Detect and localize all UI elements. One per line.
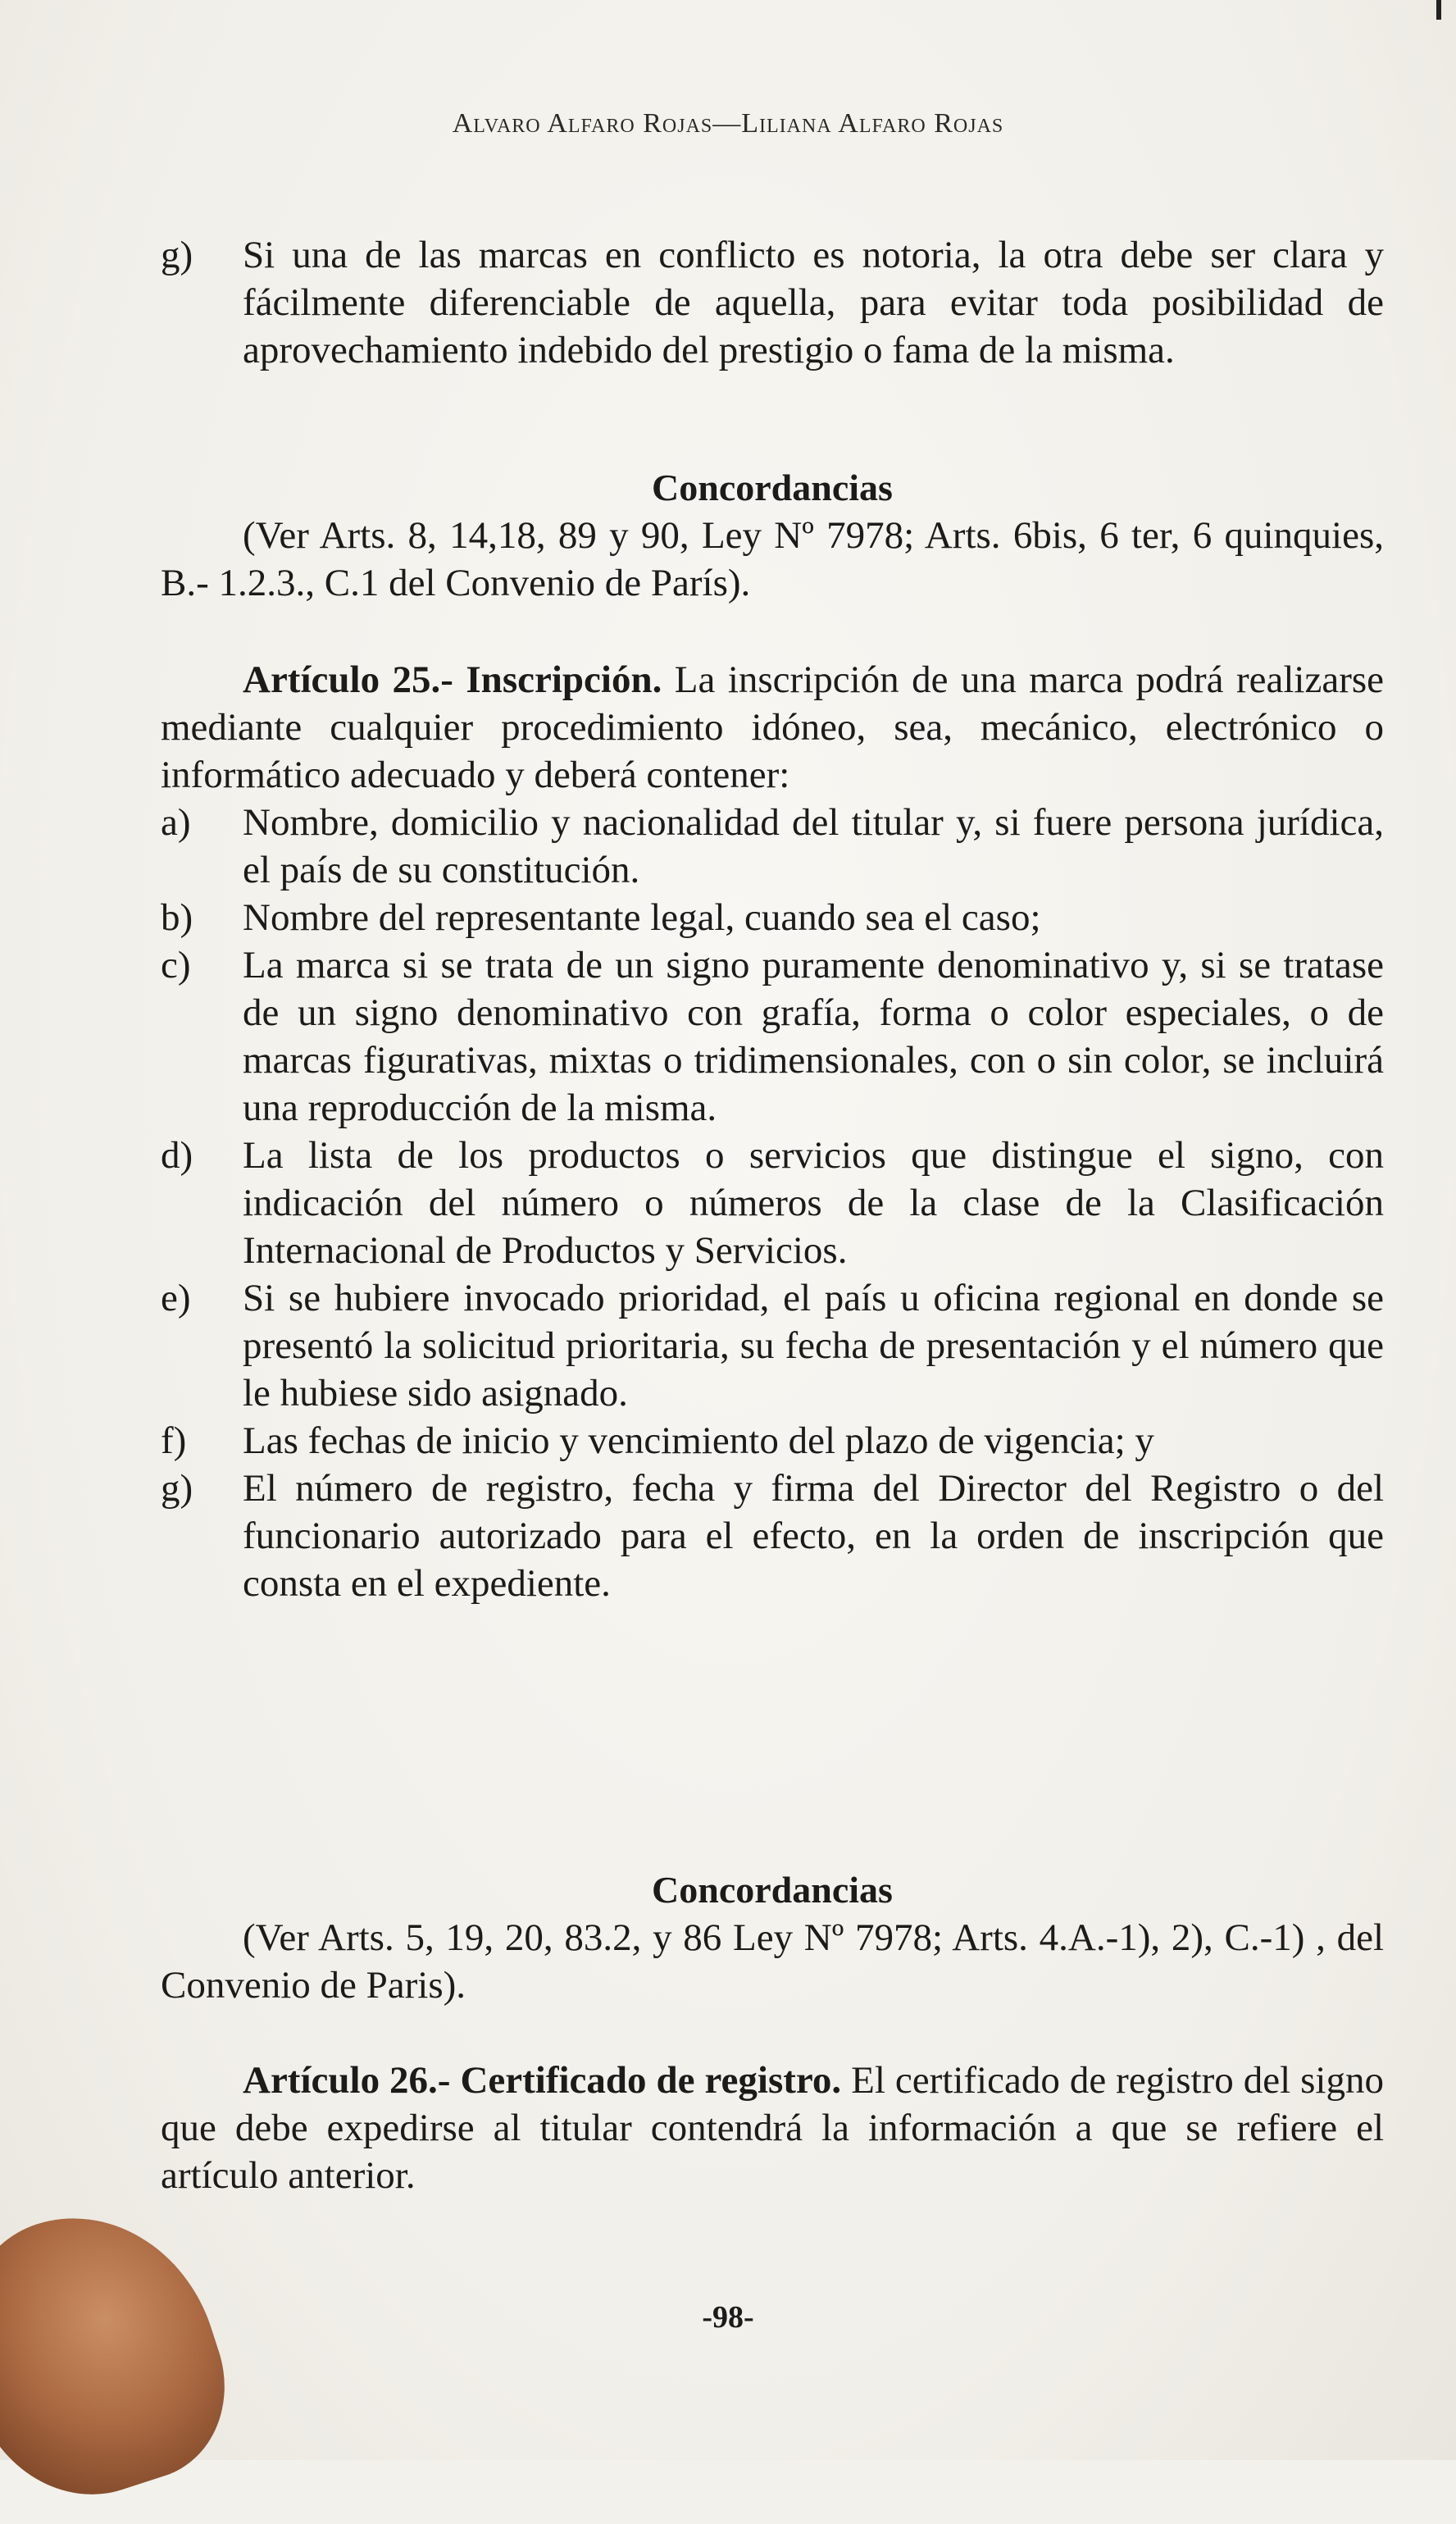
item-text: Nombre del representante legal, cuando sea el caso; (243, 896, 1041, 939)
article-26 (161, 2057, 1384, 2199)
item-text: Si se hubiere invocado prioridad, el país u oficina regional en donde se presentó la solicitud prioritaria, su fecha de presentación y el número que le hubiese sido asignado. (243, 1277, 1384, 1415)
item-marker: c) (161, 944, 191, 986)
page-edge-mark (1436, 0, 1441, 20)
item-marker: b) (161, 896, 193, 939)
item-text: Si una de las marcas en conflicto es notoria, la otra debe ser clara y fácilmente diferenciable de aquella, para evitar toda posibilidad de aprovechamiento indebido del prestigio o fama de la misma. (243, 234, 1384, 371)
list-item (161, 894, 1384, 941)
item-text: Las fechas de inicio y vencimiento del plazo de vigencia; y (243, 1419, 1154, 1462)
list-item (161, 1417, 1384, 1465)
item-marker: d) (161, 1134, 193, 1177)
item-text: La marca si se trata de un signo puramente denominativo y, si se tratase de un signo denominativo con grafía, forma o color especiales, o de marcas figurativas, mixtas o tridimensionales, con o sin color, se incluirá una reproducción de la misma. (243, 944, 1384, 1129)
list-item (161, 1132, 1384, 1274)
article-25-intro (161, 656, 1384, 799)
item-text: Nombre, domicilio y nacionalidad del titular y, si fuere persona jurídica, el país de su constitución. (243, 801, 1384, 891)
article-26-title: Artículo 26.- Certificado de registro. (243, 2059, 842, 2102)
list-item (161, 941, 1384, 1132)
article-26-body (161, 2057, 1384, 2199)
article-25 (161, 656, 1384, 1607)
item-text: El número de registro, fecha y firma del Director del Registro o del funcionario autorizado para el efecto, en la orden de inscripción que consta en el expediente. (243, 1467, 1384, 1605)
item-marker: a) (161, 801, 191, 844)
list-item (161, 231, 1384, 374)
item-text: La lista de los productos o servicios que distingue el signo, con indicación del número o números de la clase de la Clasificación Internacional de Productos y Servicios. (243, 1134, 1384, 1272)
list-item (161, 799, 1384, 894)
running-head: Alvaro Alfaro Rojas—Liliana Alfaro Rojas (452, 108, 1004, 139)
concordancias-heading: Concordancias (652, 467, 893, 508)
list-item-g-top (161, 231, 1384, 374)
concordancias-section-2 (161, 1866, 1384, 2009)
concordancias-section-1 (161, 464, 1384, 607)
concordancias-heading: Concordancias (652, 1869, 893, 1911)
page-number: -98- (702, 2300, 754, 2335)
item-marker: g) (161, 1467, 193, 1510)
thumb-photo-artifact (0, 2183, 250, 2524)
article-26-text: El certificado de registro del signo que debe expedirse al titular contendrá la información a que se refiere el artículo anterior. (161, 2059, 1384, 2197)
concordancias-text: (Ver Arts. 5, 19, 20, 83.2, y 86 Ley Nº 7978; Arts. 4.A.-1), 2), C.-1) , del Convenio de Paris). (161, 1916, 1384, 2007)
item-marker: g) (161, 234, 193, 276)
article-25-intro-text: La inscripción de una marca podrá realizarse mediante cualquier procedimiento idóneo, sea, mecánico, electrónico o informático adecuado y deberá contener: (161, 658, 1384, 796)
list-item (161, 1465, 1384, 1607)
article-25-title: Artículo 25.- Inscripción. (243, 658, 662, 701)
item-marker: f) (161, 1419, 187, 1462)
item-marker: e) (161, 1277, 191, 1319)
concordancias-text: (Ver Arts. 8, 14,18, 89 y 90, Ley Nº 7978; Arts. 6bis, 6 ter, 6 quinquies, B.- 1.2.3., C.1 del Convenio de París). (161, 514, 1384, 604)
list-item (161, 1274, 1384, 1417)
